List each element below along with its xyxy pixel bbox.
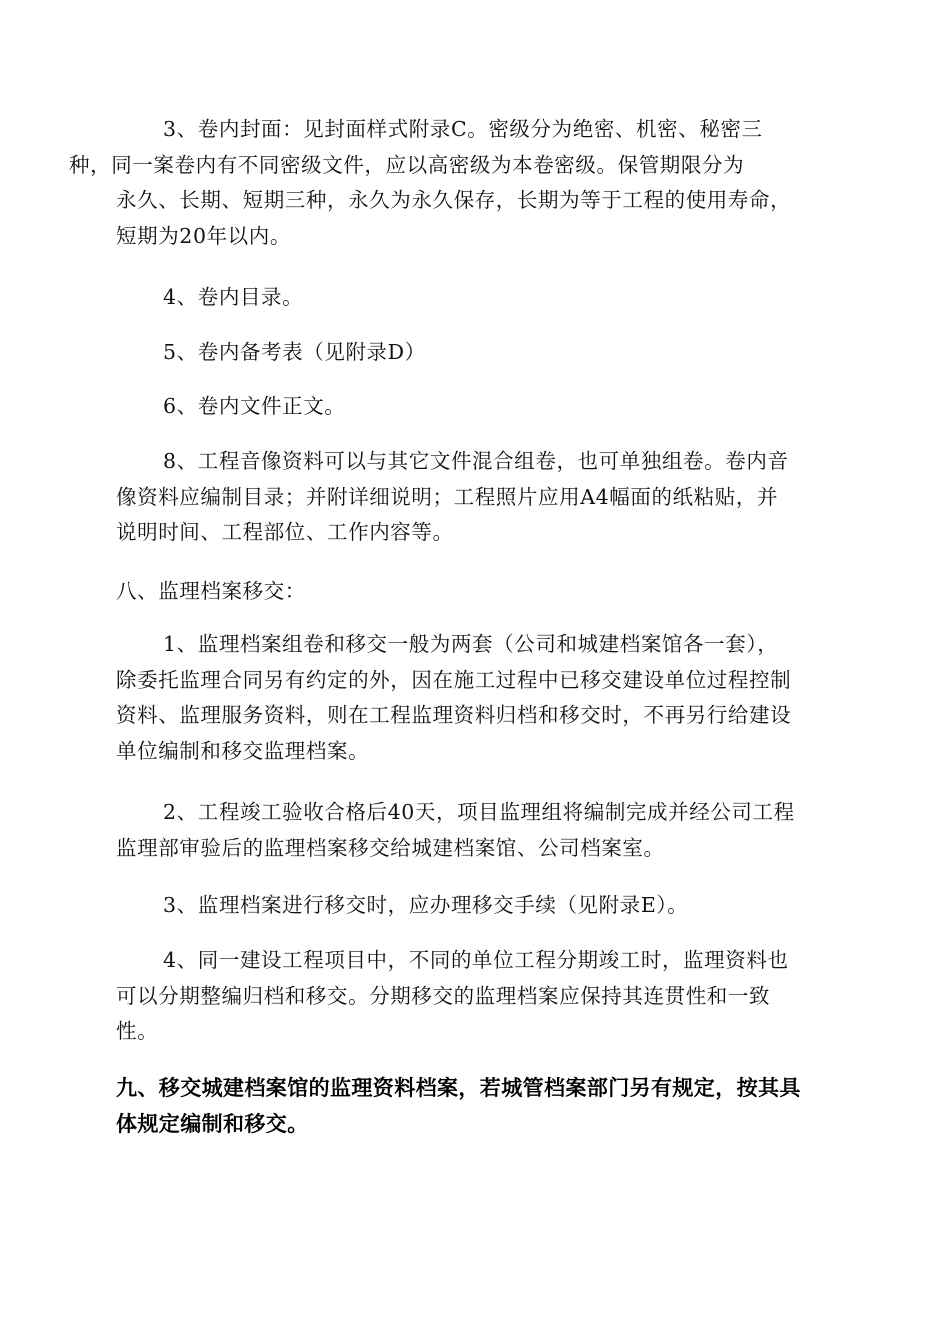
text-line: 性。 [116,1019,159,1043]
text-line: 监理部审验后的监理档案移交给城建档案馆、公司档案室。 [116,835,665,860]
text-line: 单位编制和移交监理档案。 [116,738,370,763]
text-line: 说明时间、工程部位、工作内容等。 [116,520,454,544]
text-line: 6、卷内文件正文。 [163,394,346,418]
text-line: 2、工程竣工验收合格后40天，项目监理组将编制完成并经公司工程 [163,800,795,824]
paragraph-cover [69,112,832,254]
text-line: 可以分期整编归档和移交。分期移交的监理档案应保持其连贯性和一致 [116,983,771,1008]
paragraph-body-text [116,389,832,425]
text-line: 4、同一建设工程项目中，不同的单位工程分期竣工时，监理资料也 [163,948,789,972]
paragraph-media [116,444,832,551]
text-line: 像资料应编制目录；并附详细说明；工程照片应用A4幅面的纸粘贴，并 [116,484,779,509]
text-line: 1、监理档案组卷和移交一般为两套（公司和城建档案馆各一套）， [163,632,779,656]
text-line: 九、移交城建档案馆的监理资料档案，若城管档案部门另有规定，按其具 [116,1076,801,1100]
heading-section-8 [116,574,832,610]
text-line: 除委托监理合同另有约定的外，因在施工过程中已移交建设单位过程控制 [116,667,792,692]
heading-section-9 [116,1071,832,1142]
text-line: 5、卷内备考表（见附录D） [163,340,426,364]
paragraph-reference [116,335,832,371]
paragraph-transfer-3 [116,888,832,924]
text-line: 8、工程音像资料可以与其它文件混合组卷，也可单独组卷。卷内音 [163,449,789,473]
paragraph-transfer-1 [116,627,832,769]
text-line: 3、监理档案进行移交时，应办理移交手续（见附录E）。 [163,893,689,917]
paragraph-transfer-4 [116,943,832,1050]
text-line: 体规定编制和移交。 [116,1111,309,1136]
text-line: 种，同一案卷内有不同密级文件，应以高密级为本卷密级。保管期限分为 [69,152,745,177]
text-line: 永久、长期、短期三种，永久为永久保存，长期为等于工程的使用寿命， [116,188,792,212]
text-line: 八、监理档案移交： [116,579,306,603]
text-line: 短期为20年以内。 [116,223,291,248]
paragraph-transfer-2 [116,795,832,866]
text-line: 3、卷内封面：见封面样式附录C。密级分为绝密、机密、秘密三 [163,117,763,141]
paragraph-catalog [116,280,832,316]
text-line: 4、卷内目录。 [163,285,304,309]
text-line: 资料、监理服务资料，则在工程监理资料归档和移交时，不再另行给建设 [116,703,792,727]
